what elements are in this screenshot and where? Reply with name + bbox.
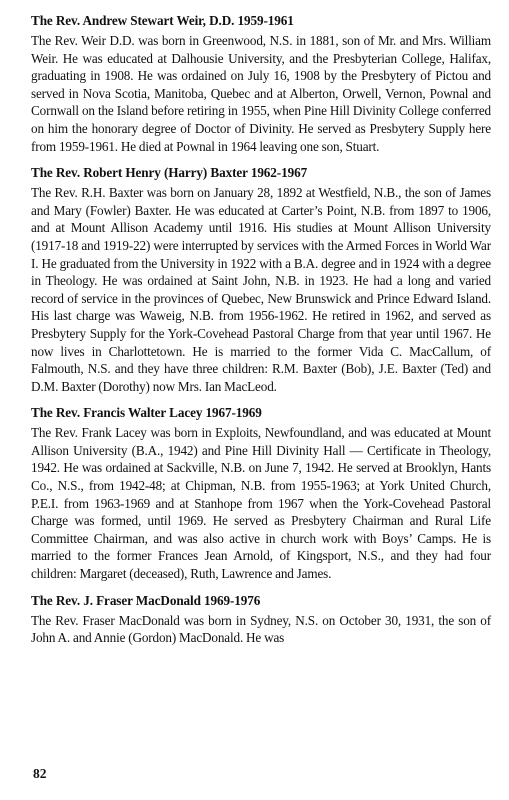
entry-body: The Rev. Fraser MacDonald was born in Sydney, N.S. on October 30, 1931, the son of John A. and Annie (Gordon) MacDonald. He was [31,612,491,646]
page-number: 82 [33,766,47,781]
entry-title: The Rev. Robert Henry (Harry) Baxter 1962-1967 [31,165,308,181]
entry-title: The Rev. Francis Walter Lacey 1967-1969 [31,405,262,421]
document-page [31,12,491,656]
entry-baxter [31,164,491,395]
entry-body: The Rev. R.H. Baxter was born on January 28, 1892 at Westfield, N.B., the son of James and Mary (Fowler) Baxter. He was educated at Carter’s Point, N.B. from 1897 to 1906, and at Mount Allison Academy until 1916. His studies at Mount Allison University (1917-18 and 1919-22) were interrupted by services with the Armed Forces in World War I. He graduated from the University in 1922 with a B.A. degree and in 1924 with a degree in Theology. He was ordained at Saint John, N.B. in 1923. He had a long and varied record of service in the provinces of Quebec, New Brunswick and Prince Edward Island. His last charge was Waweig, N.B. from 1956-1962. He retired in 1962, and served as Presbytery Supply for the York-Covehead Pastoral Charge from that year until 1967. He now lives in Charlottetown. He is married to the former Vida C. MacCallum, of Falmouth, N.S. and they have three children: R.M. Baxter (Bob), J.E. Baxter (Ted) and D.M. Baxter (Dorothy) now Mrs. Ian MacLeod. [31,185,491,394]
entry-lacey [31,404,491,582]
entry-body: The Rev. Frank Lacey was born in Exploits, Newfoundland, and was educated at Mount Allison University (B.A., 1942) and Pine Hill Divinity Hall — Certificate in Theology, 1942. He was ordained at Sackville, N.B. on June 7, 1942. He served at Brooklyn, Hants Co., N.S., from 1942-48; at Chipman, N.B. from 1955-1963; at York United Church, P.E.I. from 1963-1969 and at Stanhope from 1967 when the York-Covehead Pastoral Charge was formed, until 1969. He served as Presbytery Chairman and Rural Life Committee Chairman, and was also active in church work with Boys’ Camps. He is married to the former Frances Jean Arnold, of Kingsport, N.S., and they had four children: Margaret (deceased), Ruth, Lawrence and James. [31,425,491,582]
entry-title: The Rev. Andrew Stewart Weir, D.D. 1959-1961 [31,13,294,28]
entry-body: The Rev. Weir D.D. was born in Greenwood, N.S. in 1881, son of Mr. and Mrs. William Weir. He was educated at Dalhousie University, and the Presbyterian College, Halifax, graduating in 1908. He was ordained on July 16, 1908 by the Presbytery of Pictou and served in Nova Scotia, Manitoba, Quebec and at Alberton, Orwell, Vernon, Pownal and Cornwall on the Island before retiring in 1955, when Pine Hill Divinity College conferred on him the honorary degree of Doctor of Divinity. He served as Presbytery Supply here from 1959-1961. He died at Pownal in 1964 leaving one son, Stuart. [31,33,491,154]
entry-weir [31,12,491,155]
entry-title: The Rev. J. Fraser MacDonald 1969-1976 [31,592,261,608]
entry-macdonald [31,592,491,647]
